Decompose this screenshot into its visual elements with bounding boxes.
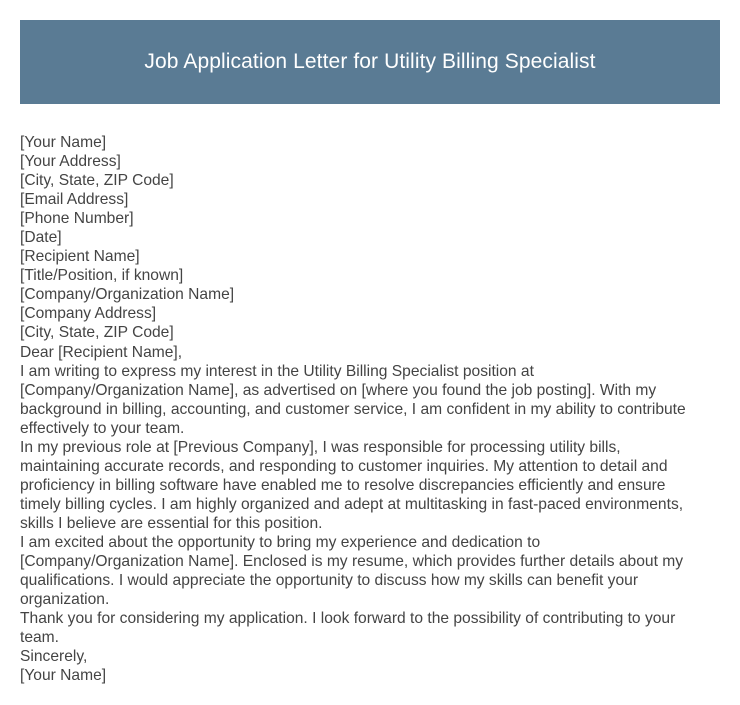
paragraph-line: effectively to your team. [20,419,185,437]
paragraph-line: background in billing, accounting, and customer service, I am confident in my ability to contribute [20,400,686,418]
paragraph-line: Thank you for considering my application. I look forward to the possibility of contributing to your [20,610,676,628]
salutation: Dear [Recipient Name], [20,343,183,361]
recipient-address: [Company Address] [20,305,157,323]
paragraph-line: organization. [20,591,110,609]
signature: [Your Name] [20,667,107,685]
sender-city-state-zip: [City, State, ZIP Code] [20,172,174,190]
letter-body [20,133,720,685]
paragraph-2 [20,438,720,533]
recipient-city-state-zip: [City, State, ZIP Code] [20,324,174,342]
paragraph-line: proficiency in billing software have enabled me to resolve discrepancies efficiently and ensure [20,476,666,494]
letter-date: [Date] [20,229,62,247]
recipient-company: [Company/Organization Name] [20,286,235,304]
recipient-name: [Recipient Name] [20,248,140,266]
paragraph-line: maintaining accurate records, and responding to customer inquiries. My attention to detail and [20,457,668,475]
paragraph-line: [Company/Organization Name]. Enclosed is my resume, which provides further details about my [20,553,684,571]
sender-name: [Your Name] [20,134,107,151]
paragraph-line: qualifications. I would appreciate the opportunity to discuss how my skills can benefit your [20,572,639,590]
paragraph-3 [20,533,720,609]
recipient-title: [Title/Position, if known] [20,267,184,285]
closing: Sincerely, [20,648,88,666]
paragraph-line: I am writing to express my interest in the Utility Billing Specialist position at [20,362,534,380]
paragraph-1 [20,362,720,438]
page-title: Job Application Letter for Utility Billing Specialist [144,50,596,73]
title-banner [20,20,720,104]
sender-email: [Email Address] [20,191,129,209]
sender-phone: [Phone Number] [20,210,134,228]
sender-address: [Your Address] [20,153,121,171]
paragraph-line: skills I believe are essential for this position. [20,514,323,532]
paragraph-4 [20,609,720,647]
paragraph-line: [Company/Organization Name], as advertised on [where you found the job posting]. With my [20,381,657,399]
paragraph-line: timely billing cycles. I am highly organized and adept at multitasking in fast-paced environments, [20,495,684,513]
paragraph-line: In my previous role at [Previous Company], I was responsible for processing utility bills, [20,438,621,456]
paragraph-line: I am excited about the opportunity to bring my experience and dedication to [20,533,541,551]
paragraph-line: team. [20,629,59,647]
